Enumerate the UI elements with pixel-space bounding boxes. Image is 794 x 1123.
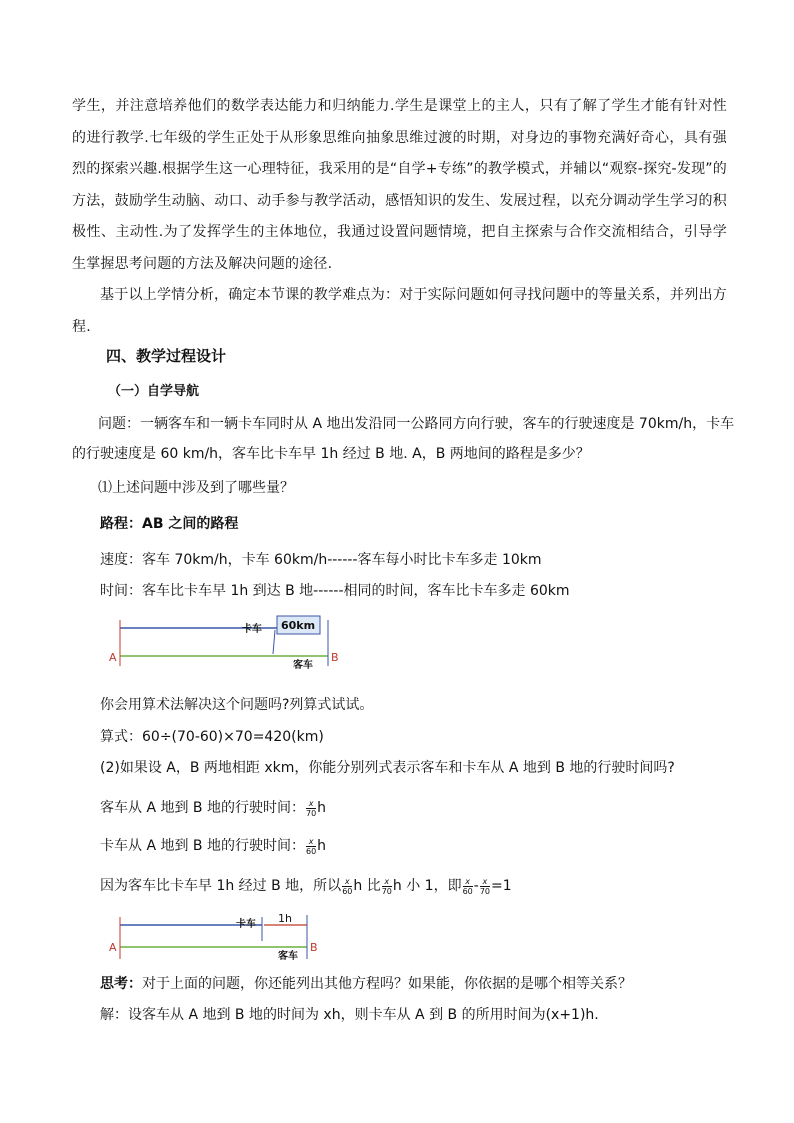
problem-label: 问题： [98, 416, 140, 432]
fraction-3 [463, 877, 473, 896]
bus-label: 客车 [293, 660, 313, 671]
quantity-speed: 速度：客车 70km/h，卡车 60km/h------客车每小时比卡车多走 10km [100, 552, 542, 568]
quantity-distance: 路程：AB 之间的路程 [100, 516, 239, 532]
fraction-denominator: 70 [479, 886, 491, 896]
because-text-3: h 小 1，即 [392, 878, 462, 894]
section-heading: 四、教学过程设计 [106, 347, 227, 365]
bus-time-fraction [306, 799, 316, 818]
think-text: 对于上面的问题，你还能列出其他方程吗？如果能，你依据的是哪个相等关系？ [142, 976, 632, 992]
because-text-4: =1 [491, 878, 512, 894]
fraction-denominator: 60 [305, 846, 317, 856]
truck-label: 卡车 [242, 624, 262, 635]
question-1: ⑴上述问题中涉及到了哪些量？ [98, 480, 294, 496]
point-b: B [331, 651, 339, 664]
think-label: 思考： [100, 976, 142, 992]
distance-diagram-1 [100, 610, 360, 672]
fraction-numerator: x [344, 876, 350, 886]
fraction-4 [480, 877, 490, 896]
box-label: 60km [280, 619, 316, 632]
fraction-denominator: 70 [381, 886, 392, 896]
fraction-2 [382, 877, 392, 896]
box-label: 1h [278, 912, 292, 925]
solution-line: 解：设客车从 A 地到 B 地的时间为 xh，则卡车从 A 到 B 的所用时间为(x+1)h. [100, 1007, 599, 1023]
problem-line-1 [72, 412, 734, 436]
truck-label: 卡车 [236, 919, 256, 930]
distance-diagram-2 [100, 905, 340, 967]
point-b: B [310, 941, 318, 954]
analysis-paragraph: 基于以上学情分析，确定本节课的教学难点为：对于实际问题如何寻找问题中的等量关系，并列出方程. [72, 287, 727, 335]
because-text-2: h 比 [353, 878, 381, 894]
subsection-heading: （一）自学导航 [108, 384, 200, 399]
intro-paragraph: 学生，并注意培养他们的数学表达能力和归纳能力.学生是课堂上的主人，只有了解了学生才能有针对性的进行教学.七年级的学生正处于从形象思维向抽象思维过渡的时期，对身边的事物充满好奇心，具有强烈的探索兴趣.根据学生这一心理特征，我采用的是“自学+专练”的教学模式，并辅以“观察-探究-发现”的方法，鼓励学生动脑、动口、动手参与教学活动，感悟知识的发生、发展过程，以充分调动学生学习的积极性、主动性.为了发挥学生的主体地位，我通过设置问题情境，把自主探索与合作交流相结合，引导学生掌握思考问题的方法及解决问题的途径. [72, 98, 727, 272]
fraction-denominator: 70 [305, 808, 317, 818]
problem-text: 一辆客车和一辆卡车同时从 A 地出发沿同一公路同方向行驶，客车的行驶速度是 70km/h，卡车 [140, 416, 735, 432]
fraction-denominator: 60 [342, 886, 353, 896]
quantity-time: 时间：客车比卡车早 1h 到达 B 地------相同的时间，客车比卡车多走 60km [100, 583, 570, 599]
minus-sign: - [473, 878, 479, 894]
truck-time [100, 835, 326, 856]
unit: h [317, 800, 327, 816]
fraction-numerator: x [482, 876, 488, 886]
fraction-denominator: 60 [462, 886, 473, 896]
fraction-numerator: x [308, 798, 314, 808]
arithmetic-question: 你会用算术法解决这个问题吗?列算式试试。 [100, 697, 374, 713]
fraction-numerator: x [465, 876, 471, 886]
think-line [100, 973, 632, 993]
problem-line-2: 的行驶速度是 60 km/h，客车比卡车早 1h 经过 B 地. A，B 两地间的路程是多少？ [72, 446, 590, 462]
point-a: A [109, 651, 117, 664]
fraction-1 [342, 877, 352, 896]
fraction-numerator: x [308, 836, 314, 846]
question-2: (2)如果设 A，B 两地相距 xkm，你能分别列式表示客车和卡车从 A 地到 B 地的行驶时间吗? [100, 760, 675, 776]
bus-time [100, 797, 326, 818]
bus-time-prefix: 客车从 A 地到 B 地的行驶时间： [100, 800, 305, 816]
truck-time-prefix: 卡车从 A 地到 B 地的行驶时间： [100, 838, 305, 854]
because-line [100, 875, 512, 896]
bus-label: 客车 [278, 951, 298, 962]
because-text-1: 因为客车比卡车早 1h 经过 B 地，所以 [100, 878, 342, 894]
tick-truck-end [273, 630, 275, 654]
fraction-numerator: x [384, 876, 390, 886]
point-a: A [109, 941, 117, 954]
truck-time-fraction [306, 837, 316, 856]
unit: h [317, 838, 327, 854]
arithmetic-formula: 算式：60÷(70-60)×70=420(km) [100, 729, 324, 745]
